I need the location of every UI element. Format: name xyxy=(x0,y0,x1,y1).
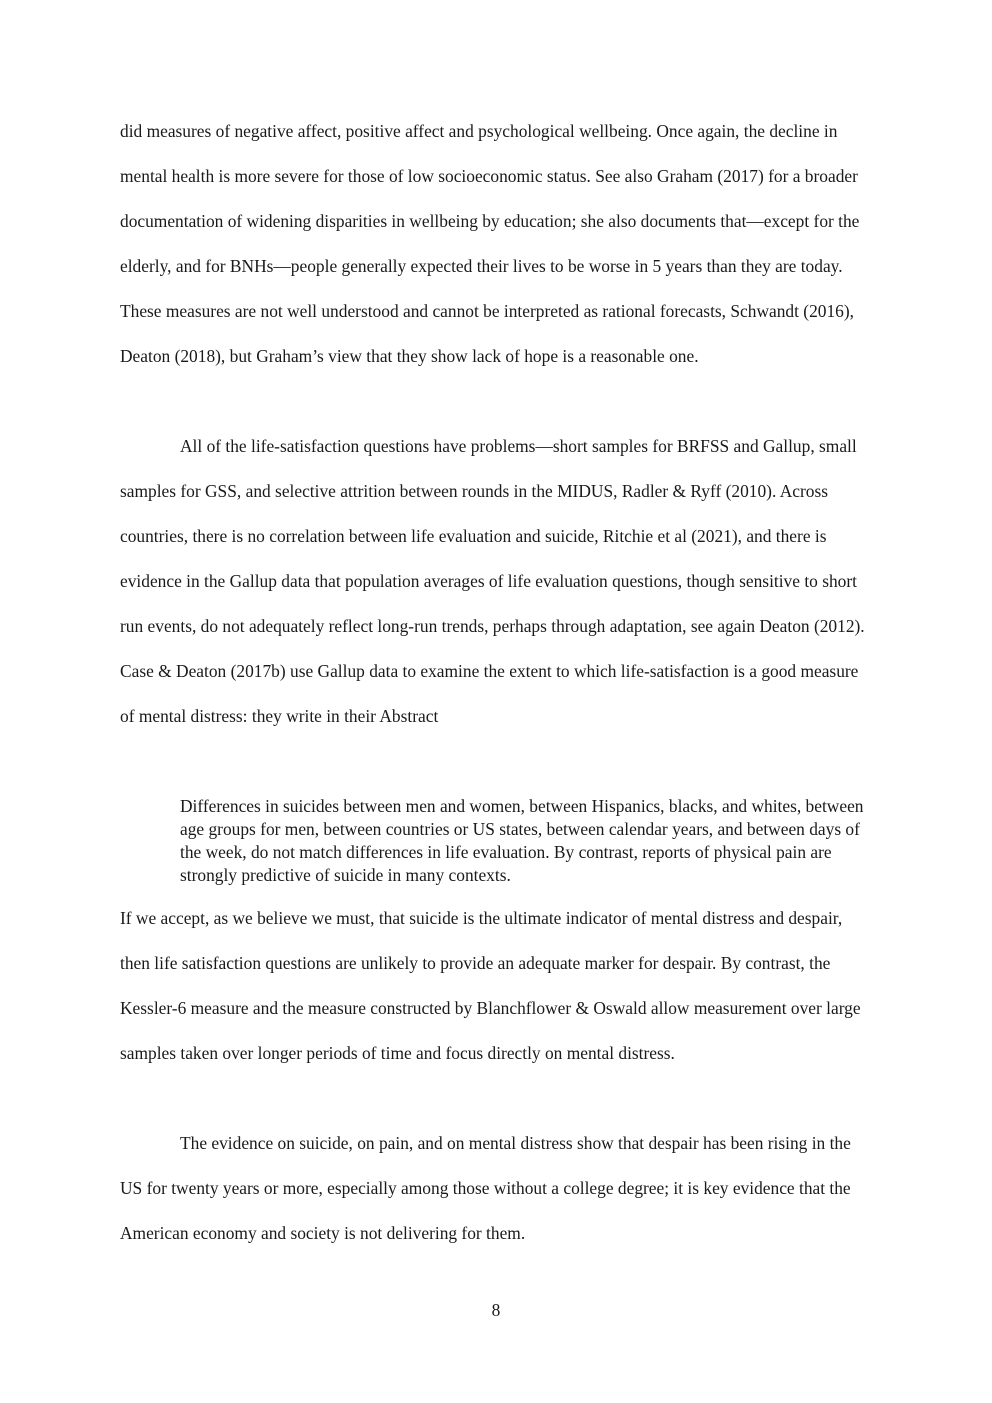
body-paragraph-4 xyxy=(120,1121,876,1256)
paragraph-text: did measures of negative affect, positive affect and psychological wellbeing. Once again, the decline in mental health is more severe for those of low socioeconomic status. See also Graham (2017) for a broader documentation of widening disparities in wellbeing by education; she also documents that—except for the elderly, and for BNHs—people generally expected their lives to be worse in 5 years than they are today. These measures are not well understood and cannot be interpreted as rational forecasts, Schwandt (2016), Deaton (2018), but Graham’s view that they show lack of hope is a reasonable one. xyxy=(120,121,860,366)
paragraph-text: All of the life-satisfaction questions have problems—short samples for BRFSS and Gallup, small samples for GSS, and selective attrition between rounds in the MIDUS, Radler & Ryff (2010). Across countries, there is no correlation between life evaluation and suicide, Ritchie et al (2021), and there is evidence in the Gallup data that population averages of life evaluation questions, though sensitive to short run events, do not adequately reflect long-run trends, perhaps through adaptation, see again Deaton (2012). Case & Deaton (2017b) use Gallup data to examine the extent to which life-satisfaction is a good measure of mental distress: they write in their Abstract xyxy=(120,436,865,726)
paragraph-text: If we accept, as we believe we must, that suicide is the ultimate indicator of mental distress and despair, then life satisfaction questions are unlikely to provide an adequate marker for despair. By contrast, the Kessler-6 measure and the measure constructed by Blanchflower & Oswald allow measurement over large samples taken over longer periods of time and focus directly on mental distress. xyxy=(120,908,861,1063)
body-paragraph-1 xyxy=(120,109,876,379)
paragraph-text: The evidence on suicide, on pain, and on mental distress show that despair has been rising in the US for twenty years or more, especially among those without a college degree; it is key evidence that the American economy and society is not delivering for them. xyxy=(120,1133,851,1243)
body-paragraph-2 xyxy=(120,424,876,739)
block-quote-abstract: Differences in suicides between men and women, between Hispanics, blacks, and whites, between age groups for men, between countries or US states, between calendar years, and between days of the week, do not match differences in life evaluation. By contrast, reports of physical pain are strongly predictive of suicide in many contexts. xyxy=(180,796,864,885)
body-paragraph-3 xyxy=(120,896,876,1076)
page-number: 8 xyxy=(491,1300,501,1320)
